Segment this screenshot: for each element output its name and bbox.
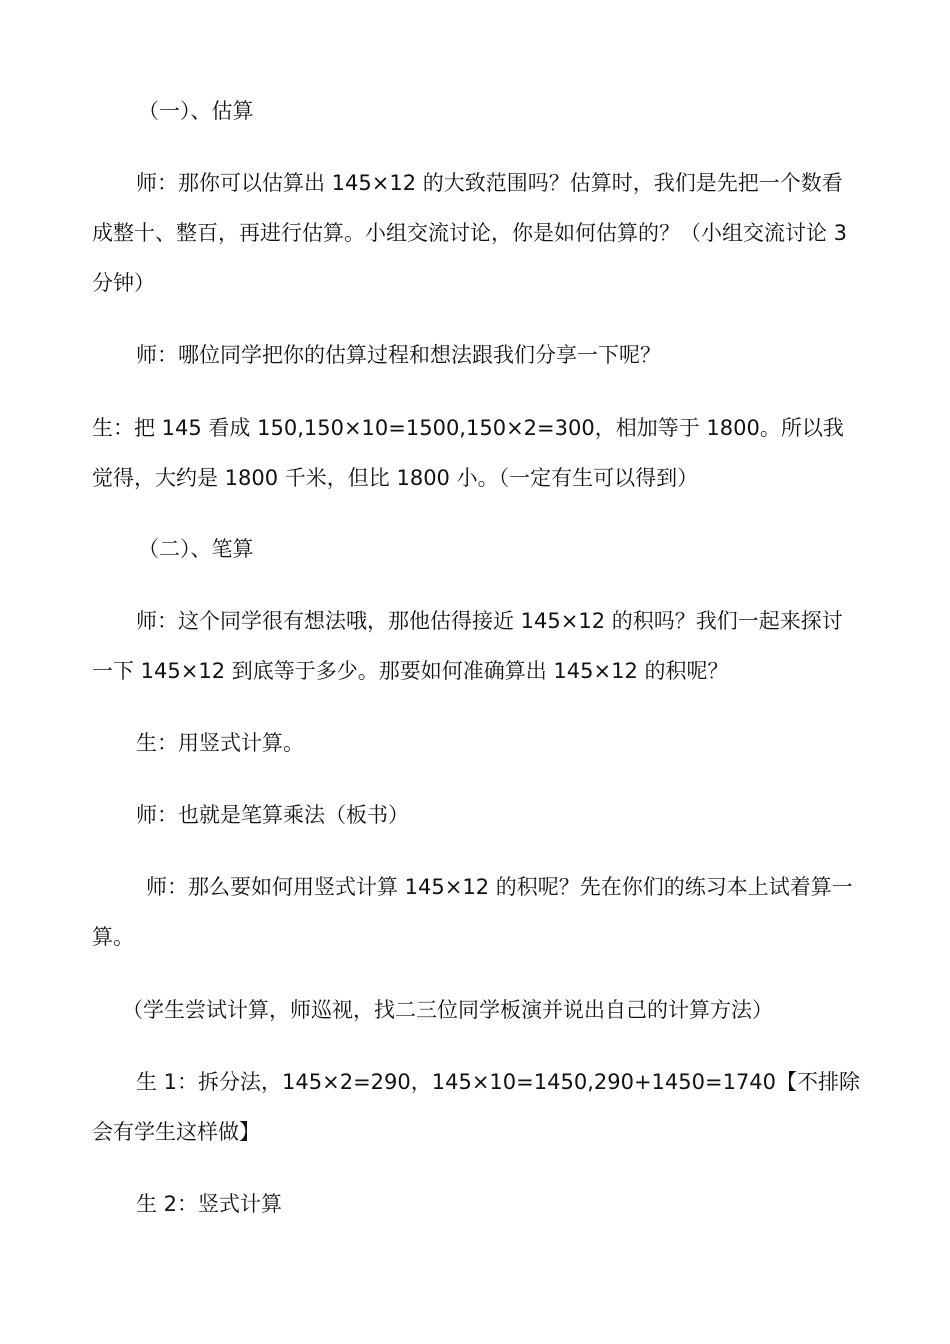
paragraph-class-activity-note: （学生尝试计算，师巡视，找二三位同学板演并说出自己的计算方法） bbox=[122, 998, 773, 1022]
paragraph-student-1-split-method: 生 1：拆分法，145×2=290，145×10=1450,290+1450=1740【不排除会有学生这样做】 bbox=[92, 1070, 861, 1144]
section-heading-estimation: （一）、估算 bbox=[138, 99, 254, 123]
paragraph-teacher-share-question: 师：哪位同学把你的估算过程和想法跟我们分享一下呢？ bbox=[136, 343, 661, 367]
paragraph-teacher-estimate-question: 师：那你可以估算出 145×12 的大致范围吗？估算时，我们是先把一个数看成整十、整百，再进行估算。小组交流讨论，你是如何估算的？（小组交流讨论 3 分钟） bbox=[92, 171, 848, 295]
paragraph-teacher-written-question: 师：这个同学很有想法哦，那他估得接近 145×12 的积吗？我们一起来探讨一下 145×12 到底等于多少。那要如何准确算出 145×12 的积呢？ bbox=[92, 609, 843, 683]
section-heading-written-calculation: （二）、笔算 bbox=[138, 537, 254, 561]
paragraph-student-vertical-form: 生：用竖式计算。 bbox=[136, 731, 304, 755]
paragraph-teacher-board-note: 师：也就是笔算乘法（板书） bbox=[136, 803, 409, 827]
paragraph-student-2-vertical: 生 2：竖式计算 bbox=[136, 1192, 283, 1216]
paragraph-student-estimate-answer: 生：把 145 看成 150,150×10=1500,150×2=300，相加等于 1800。所以我觉得，大约是 1800 千米，但比 1800 小。（一定有生可以得到） bbox=[92, 416, 844, 490]
paragraph-teacher-try-calculation: 师：那么要如何用竖式计算 145×12 的积呢？先在你们的练习本上试着算一算。 bbox=[92, 875, 853, 949]
